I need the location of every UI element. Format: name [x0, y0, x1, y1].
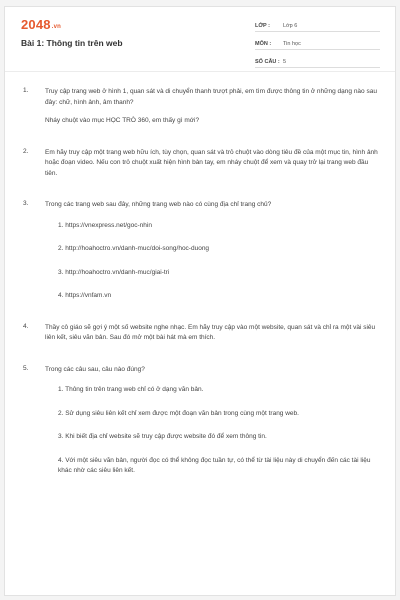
worksheet-meta — [255, 17, 380, 71]
meta-value-subject: Tin học — [283, 41, 301, 47]
question-5 — [23, 365, 379, 477]
answer-option-4: 4. https://vnfam.vn — [58, 292, 112, 299]
question-number: 5. — [23, 364, 29, 372]
answer-option-3: 3. Khi biết địa chỉ website sẽ truy cập được website đó để xem thông tin. — [58, 433, 267, 440]
question-2 — [23, 148, 379, 180]
meta-label-class: LỚP : — [255, 23, 270, 29]
answer-options — [45, 221, 379, 302]
question-text: Trong các câu sau, câu nào đúng? — [45, 365, 145, 373]
meta-label-count: SỐ CÂU : — [255, 59, 280, 65]
meta-value-class: Lớp 6 — [283, 23, 298, 29]
question-list — [23, 87, 379, 498]
question-number: 3. — [23, 200, 29, 207]
question-text: Thầy cô giáo sẽ gợi ý một số website nghe nhạc. Em hãy truy cập vào một website, quan sát và chỉ ra một vài siêu liên kết, siêu văn bản. Sau đó mở một bài hát mà em thích. — [45, 323, 376, 341]
logo-suffix: .vn — [51, 24, 62, 30]
answer-options — [45, 385, 379, 477]
answer-option-2: 2. Sử dụng siêu liên kết chỉ xem được một đoạn văn bản trong cùng một trang web. — [58, 409, 299, 417]
question-number: 2. — [23, 147, 29, 155]
meta-row-class — [255, 17, 380, 32]
question-1 — [23, 87, 379, 127]
question-4 — [23, 323, 379, 344]
question-text: Em hãy truy cập một trang web hữu ích, tùy chọn, quan sát và trỏ chuột vào dòng tiêu đề của một mục tin, hình ảnh hoặc đoạn video. Nếu con trỏ chuột xuất hiện hình bàn tay, em nháy chuột để xem và quay trở lại trang web đầu tiên. — [45, 148, 378, 177]
answer-option-3: 3. http://hoahoctro.vn/danh-muc/giai-tri — [58, 268, 170, 276]
worksheet-page — [4, 6, 396, 596]
answer-option-1: 1. https://vnexpress.net/goc-nhin — [58, 221, 152, 229]
worksheet-header — [5, 7, 395, 69]
logo-text: 2048 — [21, 17, 51, 32]
question-subtext: Nháy chuột vào mục HỌC TRÒ 360, em thấy gì mới? — [45, 117, 200, 124]
answer-option-4: 4. Với một siêu văn bản, người đọc có thể không đọc tuần tự, có thể từ tài liệu này di chuyển đến các tài liệu khác nhờ các siêu liên kết. — [58, 456, 371, 474]
answer-option-1: 1. Thông tin trên trang web chỉ có ở dạng văn bản. — [58, 386, 204, 393]
header-divider — [5, 71, 395, 72]
question-text: Truy cập trang web ở hình 1, quan sát và di chuyển thanh trượt phải, em tìm được thông tin ở những dạng nào sau đây: chữ, hình ảnh, âm thanh? — [45, 88, 377, 106]
site-logo[interactable] — [21, 17, 61, 32]
meta-value-count: 5 — [283, 59, 287, 65]
meta-row-subject — [255, 35, 380, 50]
question-number: 4. — [23, 322, 29, 330]
meta-row-count — [255, 53, 380, 68]
question-text: Trong các trang web sau đây, những trang web nào có cùng địa chỉ trang chủ? — [45, 201, 272, 208]
meta-label-subject: MÔN : — [255, 41, 272, 47]
question-3 — [23, 200, 379, 302]
lesson-title: Bài 1: Thông tin trên web — [21, 38, 123, 48]
answer-option-2: 2. http://hoahoctro.vn/danh-muc/doi-song/hoc-duong — [58, 245, 210, 252]
question-number: 1. — [23, 87, 29, 94]
